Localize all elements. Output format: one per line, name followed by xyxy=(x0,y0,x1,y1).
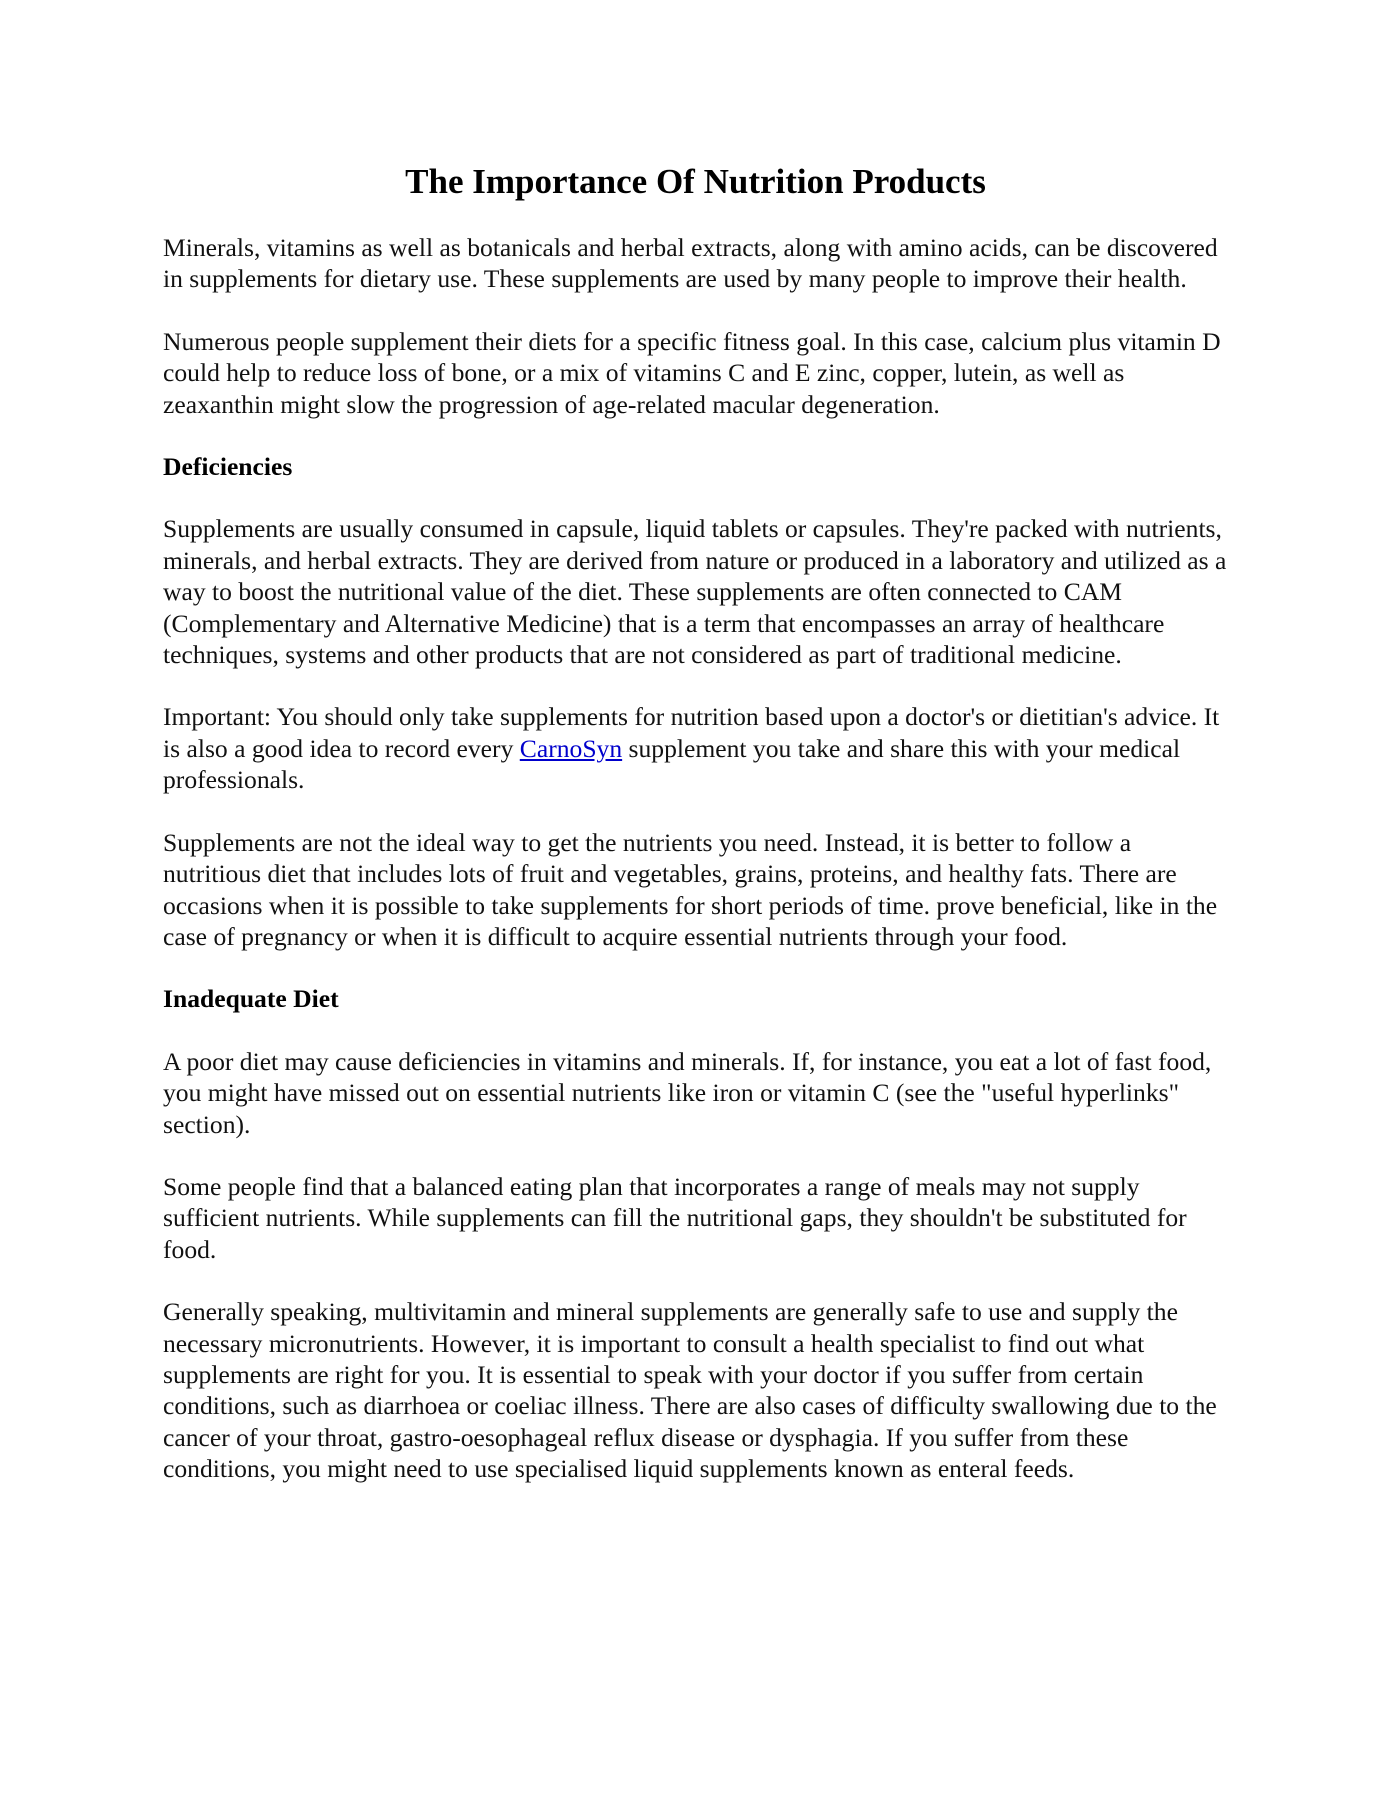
document-title: The Importance Of Nutrition Products xyxy=(405,162,986,201)
section-heading-inadequate-diet: Inadequate Diet xyxy=(163,984,339,1014)
intro-paragraph-2: Numerous people supplement their diets for a specific fitness goal. In this case, calcium plus vitamin D could help to reduce loss of bone, or a mix of vitamins C and E zinc, copper, lutein, as well as zeaxanthin might slow the progression of age-related macular degeneration. xyxy=(163,326,1221,419)
inadequate-paragraph-3: Generally speaking, multivitamin and mineral supplements are generally safe to use and supply the necessary micronutrients. However, it is important to consult a health specialist to find out what supplements are right for you. It is essential to speak with your doctor if you suffer from certain conditions, such as diarrhoea or coeliac illness. There are also cases of difficulty swallowing due to the cancer of your throat, gastro-oesophageal reflux disease or dysphagia. If you suffer from these conditions, you might need to use specialised liquid supplements known as enteral feeds. xyxy=(163,1297,1217,1484)
important-paragraph xyxy=(163,701,1228,795)
important-text-before-link: Important: You should only take supplements for nutrition based upon a doctor's or dietitian's advice. It is also a good idea to record every xyxy=(163,702,1220,763)
document-body xyxy=(163,232,1228,1516)
carnosyn-link[interactable]: CarnoSyn xyxy=(519,733,623,763)
inadequate-paragraph-2: Some people find that a balanced eating plan that incorporates a range of meals may not supply sufficient nutrients. While supplements can fill the nutritional gaps, they shouldn't be substituted for food. xyxy=(163,1171,1187,1264)
section-heading-deficiencies: Deficiencies xyxy=(163,452,293,482)
deficiencies-paragraph-1: Supplements are usually consumed in capsule, liquid tablets or capsules. They're packed with nutrients, minerals, and herbal extracts. They are derived from nature or produced in a laboratory and utilized as a way to boost the nutritional value of the diet. These supplements are often connected to CAM (Complementary and Alternative Medicine) that is a term that encompasses an array of healthcare techniques, systems and other products that are not considered as part of traditional medicine. xyxy=(163,514,1227,670)
intro-paragraph-1: Minerals, vitamins as well as botanicals and herbal extracts, along with amino acids, can be discovered in supplements for dietary use. These supplements are used by many people to improve their health. xyxy=(163,233,1218,294)
important-text-after-link: supplement you take and share this with your medical professionals. xyxy=(163,733,1181,795)
deficiencies-paragraph-3: Supplements are not the ideal way to get the nutrients you need. Instead, it is better to follow a nutritious diet that includes lots of fruit and vegetables, grains, proteins, and healthy fats. There are occasions when it is possible to take supplements for short periods of time. prove beneficial, like in the case of pregnancy or when it is difficult to acquire essential nutrients through your food. xyxy=(163,827,1218,951)
inadequate-paragraph-1: A poor diet may cause deficiencies in vitamins and minerals. If, for instance, you eat a lot of fast food, you might have missed out on essential nutrients like iron or vitamin C (see the "useful hyperlinks" section). xyxy=(163,1046,1212,1139)
